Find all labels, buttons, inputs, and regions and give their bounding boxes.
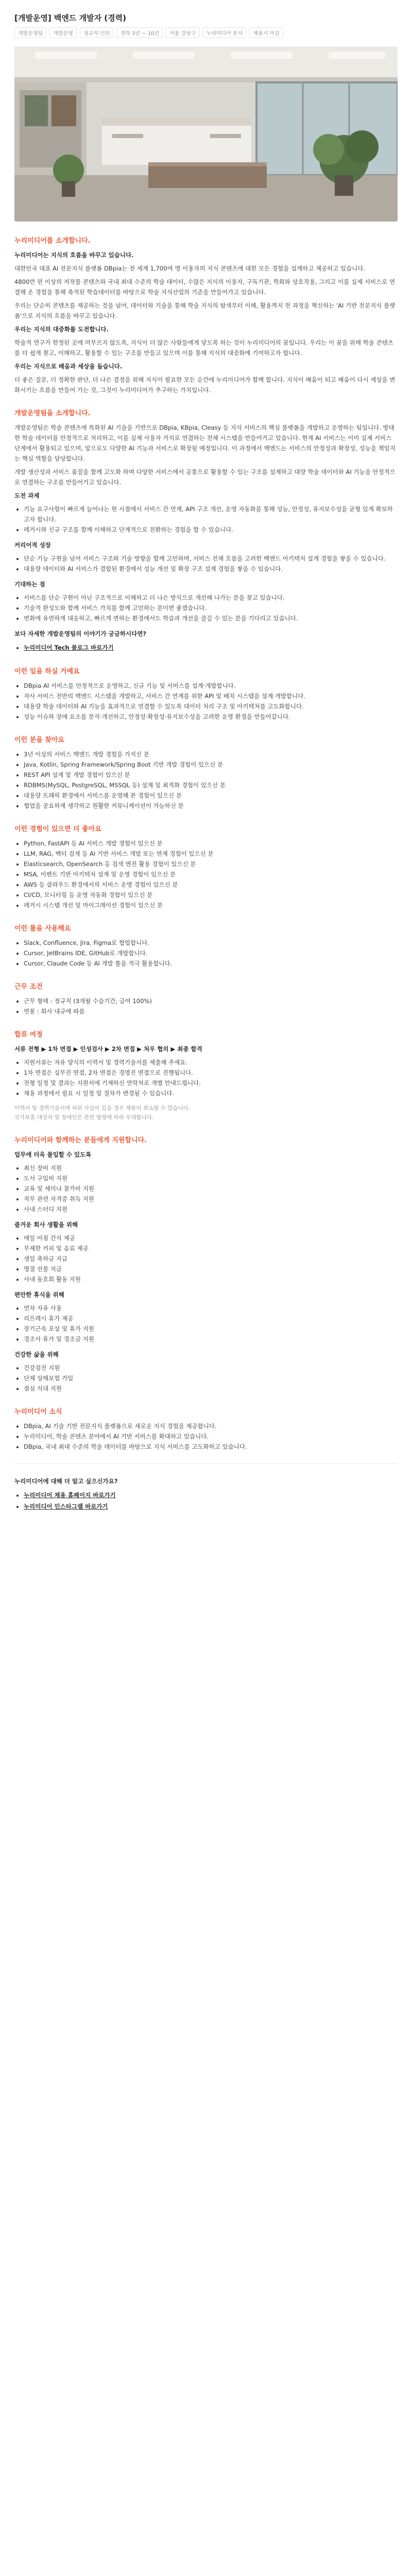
list-item — [24, 642, 398, 653]
list-item: • 무제한 커피 및 음료 제공 — [24, 1243, 398, 1253]
benefit-list — [14, 1303, 398, 1344]
list-item: • 레거시와 신규 구조를 함께 이해하고 단계적으로 전환하는 경험을 할 수 있습니다. — [24, 524, 398, 535]
footer-question: 누리미디어에 대해 더 알고 싶으신가요? — [14, 1478, 118, 1485]
list-item: • 근무 형태 : 정규직 (3개월 수습기간, 급여 100%) — [24, 996, 398, 1006]
list-item: • 리프레시 휴가 제공 — [24, 1313, 398, 1324]
culture-group-title: 커리어적 성장 — [14, 541, 51, 549]
intro-paragraph: 4800만 편 이상의 저작물 콘텐츠와 국내 최대 수준의 학술 데이터, 수많은 지식의 이용자, 구독기관, 학회와 상호작용, 그리고 이를 실제 서비스로 연결해 온 경험을 통해 축적된 학습데이터를 바탕으로 학술 지식산업의 기준을 만들어가고 있습니다. — [14, 278, 396, 296]
list-item: • 서비스를 단순 구현이 아닌 구조적으로 이해하고 더 나은 방식으로 개선해 나가는 분을 찾고 있습니다. — [24, 592, 398, 603]
list-item: • 대용량 트래픽 환경에서 서비스를 운영해 본 경험이 있으신 분 — [24, 790, 398, 801]
intro-subsection-title: 우리는 지식의 대중화를 도전합니다. — [14, 326, 109, 333]
requirements-list — [14, 749, 398, 811]
list-item: • 생일 축하금 지급 — [24, 1253, 398, 1264]
job-tag: 서울 강남구 — [166, 27, 199, 38]
benefits-heading: 누리미디어와 함께하는 분들에게 지원합니다. — [14, 1137, 147, 1144]
intro-paragraph: 대한민국 대표 AI 전문지식 플랫폼 DBpia는 전 세계 1,700여 명 이용자의 지식 콘텐츠에 대한 모든 경험을 설계하고 제공하고 있습니다. — [14, 265, 366, 272]
list-item: • Cursor, Claude Code 등 AI 개발 툴을 적극 활용합니다. — [24, 958, 398, 969]
benefit-group-title: 편안한 휴식을 위해 — [14, 1291, 64, 1298]
intro-section — [14, 235, 398, 395]
culture-list — [14, 592, 398, 623]
list-item: • 협업을 중요하게 생각하고 원활한 커뮤니케이션이 가능하신 분 — [24, 801, 398, 811]
list-item: • 명절 선물 지급 — [24, 1264, 398, 1274]
list-item: • REST API 설계 및 개발 경험이 있으신 분 — [24, 770, 398, 780]
office-photo — [14, 46, 398, 222]
list-item: • DBpia, 국내 최대 수준의 학술 데이터를 바탕으로 지식 서비스를 고도화하고 있습니다. — [24, 1442, 398, 1452]
list-item: • 지원서류는 자유 양식의 이력서 및 경력기술서를 제출해 주세요. — [24, 1057, 398, 1067]
intro-subsection-text: 더 좋은 질문, 더 정확한 판단, 더 나은 결정을 위해 지식이 필요한 모든 순간에 누리미디어가 함께 합니다. 지식이 배움이 되고 배움이 다시 세상을 변화시키는 흐름을 만들어 가는 것, 그것이 누리미디어가 추구하는 가치입니다. — [14, 376, 396, 394]
footer-links — [14, 1489, 398, 1512]
list-item: • 기능 요구사항이 빠르게 늘어나는 현 시점에서 서비스 간 연계, API 구조 개선, 운영 자동화를 통해 성능, 안정성, 유지보수성을 균형 있게 확보하고자 합니다. — [24, 504, 398, 524]
preferred-section — [14, 823, 398, 910]
team-section — [14, 408, 398, 653]
list-item: • 전형 일정 및 결과는 지원서에 기재하신 연락처로 개별 안내드립니다. — [24, 1078, 398, 1088]
list-item: • 사내 스터디 지원 — [24, 1204, 398, 1214]
list-item: • RDBMS(MySQL, PostgreSQL, MSSQL 등) 설계 및 최적화 경험이 있으신 분 — [24, 780, 398, 790]
page-title: [개발운영] 백엔드 개발자 (경력) — [14, 13, 126, 23]
list-item: • 1차 면접은 실무진 면접, 2차 면접은 경영진 면접으로 진행됩니다. — [24, 1067, 398, 1078]
list-item: • LLM, RAG, 벡터 검색 등 AI 기반 서비스 개발 또는 연계 경험이 있으신 분 — [24, 849, 398, 859]
list-item: • 누리미디어, 학술 콘텐츠 분야에서 AI 기반 서비스를 확대하고 있습니다. — [24, 1431, 398, 1442]
job-tags — [14, 27, 398, 38]
tech-blog-link[interactable]: 누리미디어 Tech 블로그 바로가기 — [24, 644, 114, 651]
duties-list — [14, 681, 398, 722]
list-item: • 채용 과정에서 필요 시 일정 및 절차가 변경될 수 있습니다. — [24, 1088, 398, 1098]
footer-section — [14, 1476, 398, 1512]
intro-paragraph: 우리는 단순히 콘텐츠를 제공하는 것을 넘어, 데이터와 기술을 통해 학술 지식의 탐색부터 이해, 활용까지 전 과정을 혁신하는 'AI 기반 전문지식 플랫폼'으로 지식의 흐름을 바꾸고 있습니다. — [14, 302, 396, 319]
preferred-list — [14, 838, 398, 910]
benefit-list — [14, 1363, 398, 1394]
process-heading: 합류 여정 — [14, 1031, 43, 1039]
intro-heading: 누리미디어를 소개합니다. — [14, 237, 91, 245]
intro-paragraph: 누리미디어는 지식의 흐름을 바꾸고 있습니다. — [14, 251, 134, 259]
list-item: • 건강검진 지원 — [24, 1363, 398, 1373]
conditions-section — [14, 981, 398, 1016]
list-item: • 변화에 유연하게 대응하고, 빠르게 변하는 환경에서도 학습과 개선을 즐길 수 있는 분을 기다리고 있습니다. — [24, 613, 398, 623]
list-item: • 점심 식대 지원 — [24, 1383, 398, 1394]
benefit-group-title: 즐거운 회사 생활을 위해 — [14, 1221, 78, 1228]
instagram-link[interactable]: 누리미디어 인스타그램 바로가기 — [24, 1503, 108, 1510]
list-item: • CI/CD, 모니터링 등 운영 자동화 경험이 있으신 분 — [24, 890, 398, 900]
preferred-heading: 이런 경험이 있으면 더 좋아요 — [14, 825, 101, 833]
list-item: • 연차 자유 사용 — [24, 1303, 398, 1313]
list-item: • DBpia, AI 기술 기반 전문지식 플랫폼으로 새로운 지식 경험을 제공합니다. — [24, 1421, 398, 1431]
job-tag: 정규직·인턴 — [80, 27, 113, 38]
process-note: 국가보훈 대상자 및 장애인은 관련 법령에 따라 우대합니다. — [14, 1114, 154, 1121]
list-item: • AWS 등 클라우드 환경에서의 서비스 운영 경험이 있으신 분 — [24, 879, 398, 890]
company-list — [14, 1421, 398, 1452]
job-tag: 개발운영팀 — [14, 27, 46, 38]
benefit-list — [14, 1233, 398, 1284]
blog-prompt: 보다 자세한 개발운영팀의 이야기가 궁금하시다면? — [14, 630, 146, 637]
list-item: • 매일 아침 간식 제공 — [24, 1233, 398, 1243]
company-section — [14, 1406, 398, 1452]
list-item: • Python, FastAPI 등 AI 서비스 개발 경험이 있으신 분 — [24, 838, 398, 849]
process-note: 이력서 및 경력기술서에 허위 사실이 있을 경우 채용이 취소될 수 있습니다. — [14, 1105, 191, 1111]
process-list — [14, 1057, 398, 1098]
list-item: • 성능 이슈와 장애 요소를 분석·개선하고, 안정성·확장성·유지보수성을 고려한 운영 환경을 만들어갑니다. — [24, 711, 398, 722]
list-item: • 사내 동호회 활동 지원 — [24, 1274, 398, 1284]
intro-subsection-text: 학술적 연구가 한정된 곳에 머무르지 않도록, 지식이 더 많은 사람들에게 닿도록 하는 것이 누리미디어의 꿈입니다. 우리는 이 꿈을 위해 학술 콘텐츠를 더 쉽게 찾고, 이해하고, 활용할 수 있는 구조를 만들고 있으며 이를 통해 지식의 대중화에 기여하고자 합니다. — [14, 339, 393, 357]
requirements-heading: 이런 분을 찾아요 — [14, 736, 64, 744]
list-item: • Cursor, JetBrains IDE, GitHub로 개발합니다. — [24, 948, 398, 958]
team-paragraph: 개발운영팀은 학술 콘텐츠에 특화된 AI 기술을 기반으로 DBpia, KBpia, Cleasy 등 지식 서비스의 핵심 플랫폼을 개발하고 운영하는 팀입니다. 방대한 학술 데이터를 안정적으로 처리하고, 이를 실제 사용자 가치로 연결하는 전체 시스템을 만들어가고 있습니다. 현재 AI 서비스는 이미 실제 서비스 단계에서 활용되고 있으며, 앞으로도 다양한 AI 기능과 서비스로 확장될 예정입니다. 이 과정에서 백엔드는 서비스의 안정성과 확장성, 성능을 책임지는 핵심 역할을 담당합니다. — [14, 424, 396, 462]
list-item: • 연봉 : 회사 내규에 따름 — [24, 1006, 398, 1016]
careers-site-link[interactable]: 누리미디어 채용 홈페이지 바로가기 — [24, 1492, 116, 1499]
process-section — [14, 1029, 398, 1122]
tools-list — [14, 938, 398, 969]
list-item: • 장기근속 포상 및 휴가 지원 — [24, 1324, 398, 1334]
list-item: • 레거시 시스템 개선 및 마이그레이션 경험이 있으신 분 — [24, 900, 398, 910]
duties-section — [14, 666, 398, 722]
benefit-list — [14, 1163, 398, 1214]
conditions-list — [14, 996, 398, 1016]
intro-subsection-title: 우리는 지식으로 배움과 세상을 돕습니다. — [14, 363, 123, 370]
team-paragraph: 개발 생산성과 서비스 품질을 함께 고도화 하며 다양한 서비스에서 공통으로 활용할 수 있는 구조를 설계하고 대량 학술 데이터와 AI 기능을 안정적으로 연결하는 구조를 만들어가고 있습니다. — [14, 468, 396, 486]
list-item: • Java, Kotlin, Spring Framework/Spring Boot 기반 개발 경험이 있으신 분 — [24, 759, 398, 770]
list-item: • 직무 관련 자격증 취득 지원 — [24, 1194, 398, 1204]
divider — [14, 1463, 398, 1464]
culture-group-title: 도전 과제 — [14, 492, 40, 499]
conditions-heading: 근무 조건 — [14, 983, 43, 991]
list-item — [24, 1489, 398, 1501]
list-item: • 최신 장비 지원 — [24, 1163, 398, 1173]
company-heading: 누리미디어 소식 — [14, 1408, 62, 1416]
list-item: • Slack, Confluence, Jira, Figma로 협업합니다. — [24, 938, 398, 948]
culture-list — [14, 504, 398, 535]
list-item: • 3년 이상의 서비스 백엔드 개발 경험을 가지신 분 — [24, 749, 398, 759]
benefit-group-title: 건강한 삶을 위해 — [14, 1351, 59, 1358]
benefit-group-title: 업무에 더욱 몰입할 수 있도록 — [14, 1151, 92, 1158]
blog-link-list — [14, 642, 398, 653]
process-steps: 서류 전형 ▶ 1차 면접 ▶ 인성검사 ▶ 2차 면접 ▶ 처우 협의 ▶ 최종 합격 — [14, 1045, 202, 1053]
culture-group-title: 기대하는 점 — [14, 581, 45, 588]
job-tag: 누리미디어 본사 — [203, 27, 247, 38]
job-tag: 채용시 마감 — [249, 27, 283, 38]
list-item: • 교육 및 세미나 참가비 지원 — [24, 1183, 398, 1194]
duties-heading: 이런 일을 하실 거예요 — [14, 668, 80, 675]
job-tag: 개발운영 — [49, 27, 77, 38]
benefits-section — [14, 1134, 398, 1394]
list-item — [24, 1501, 398, 1512]
team-heading: 개발운영팀을 소개합니다. — [14, 410, 91, 417]
tools-section — [14, 923, 398, 969]
list-item: • 자사 서비스 전반의 백엔드 시스템을 개발하고, 서비스 간 연계를 위한 API 및 배치 시스템을 설계·개발합니다. — [24, 691, 398, 701]
list-item: • Elasticsearch, OpenSearch 등 검색 엔진 활용 경험이 있으신 분 — [24, 859, 398, 869]
list-item: • 단순 기능 구현을 넘어 서비스 구조와 기술 방향을 함께 고민하며, 서비스 전체 흐름을 고려한 백엔드 아키텍처 설계 경험을 쌓을 수 있습니다. — [24, 553, 398, 564]
list-item: • 경조사 휴가 및 경조금 지원 — [24, 1334, 398, 1344]
list-item: • 대용량 데이터와 AI 서비스가 결합된 환경에서 성능 개선 및 확장 구조 설계 경험을 쌓을 수 있습니다. — [24, 564, 398, 574]
list-item: • MSA, 이벤트 기반 아키텍처 설계 및 운영 경험이 있으신 분 — [24, 869, 398, 879]
tools-heading: 이런 툴을 사용해요 — [14, 925, 71, 933]
requirements-section — [14, 734, 398, 811]
list-item: • 대용량 학술 데이터와 AI 기능을 효과적으로 연결할 수 있도록 데이터 처리 구조 및 아키텍처를 고도화합니다. — [24, 701, 398, 711]
list-item: • 도서 구입비 지원 — [24, 1173, 398, 1183]
list-item: • DBpia AI 서비스를 안정적으로 운영하고, 신규 기능 및 서비스를 설계·개발합니다. — [24, 681, 398, 691]
list-item: • 기술적 완성도와 함께 서비스 가치를 함께 고민하는 분이면 좋겠습니다. — [24, 603, 398, 613]
job-tag: 경력 3년 ~ 10년 — [116, 27, 163, 38]
culture-list — [14, 553, 398, 574]
list-item: • 단체 상해보험 가입 — [24, 1373, 398, 1383]
